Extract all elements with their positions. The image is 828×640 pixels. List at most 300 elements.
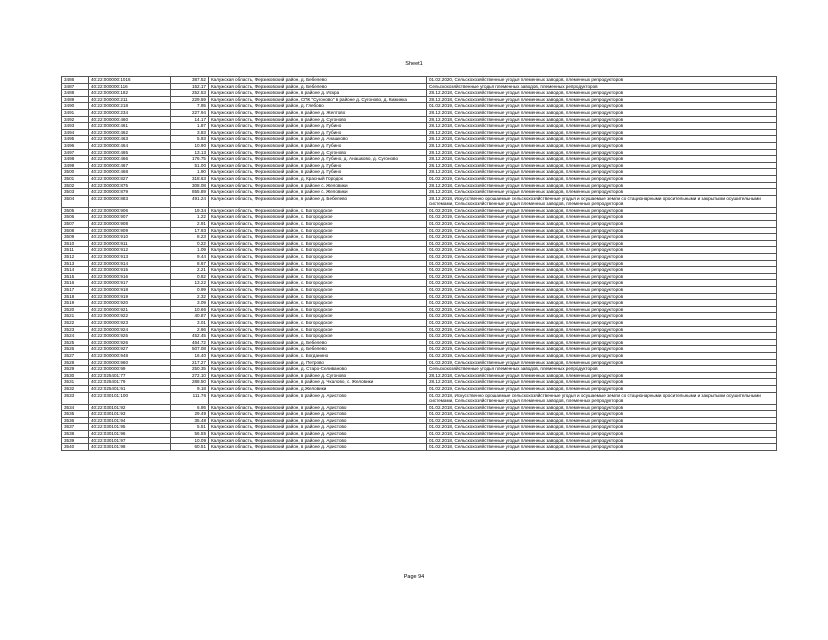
area-value-cell: 29.49 xyxy=(171,411,209,418)
land-use-cell: 28.12.2018, Сельскохозяйственные угодья племенных заводов, племенных репродукторов xyxy=(427,109,777,116)
sheet-title: Sheet1 xyxy=(405,61,423,67)
row-number-cell: 3492 xyxy=(62,116,89,123)
row-number-cell: 3508 xyxy=(62,227,89,234)
table-row xyxy=(62,333,777,340)
area-value-cell: 0.82 xyxy=(171,273,209,280)
area-value-cell: 272.10 xyxy=(171,372,209,379)
table-row xyxy=(62,189,777,196)
land-use-cell: 01.02.2019, Сельскохозяйственные угодья племенных заводов, племенных репродукторов xyxy=(427,385,777,392)
land-use-cell: 01.02.2019, Сельскохозяйственные угодья племенных заводов, племенных репродукторов xyxy=(427,306,777,313)
area-value-cell: 452.45 xyxy=(171,333,209,340)
table-row xyxy=(62,116,777,123)
table-row xyxy=(62,424,777,431)
row-number-cell: 3498 xyxy=(62,156,89,163)
table-row xyxy=(62,221,777,228)
table-row xyxy=(62,254,777,261)
cadastral-number-cell: 40:22:000000:914 xyxy=(89,260,171,267)
area-value-cell: 2.32 xyxy=(171,293,209,300)
area-value-cell: 229.59 xyxy=(171,96,209,103)
table-row xyxy=(62,169,777,176)
page-number: Page 94 xyxy=(403,574,425,580)
cadastral-number-cell: 40:22:000000:211 xyxy=(89,96,171,103)
address-cell: Калужская область, Ферзиковский район, в районе д. Сугоново xyxy=(209,116,427,123)
address-cell: Калужская область, Ферзиковский район, с. Богородское xyxy=(209,267,427,274)
row-number-cell: 3523 xyxy=(62,326,89,333)
area-value-cell: 2.91 xyxy=(171,221,209,228)
table-row xyxy=(62,77,777,84)
address-cell: Калужская область, Ферзиковский район, д.Желовики xyxy=(209,385,427,392)
table-row xyxy=(62,293,777,300)
land-use-cell: 28.12.2018, Сельскохозяйственные угодья племенных заводов, племенных репродукторов xyxy=(427,189,777,196)
cadastral-number-cell: 40:22:000000:918 xyxy=(89,287,171,294)
cadastral-number-cell: 40:22:000000:468 xyxy=(89,169,171,176)
table-row xyxy=(62,103,777,110)
table-row xyxy=(62,207,777,214)
address-cell: Калужская область, Ферзиковский район, д. Бебелево xyxy=(209,339,427,346)
row-number-cell: 3529 xyxy=(62,366,89,373)
address-cell: Калужская область, Ферзиковский район, в районе д. Сугоново xyxy=(209,149,427,156)
area-value-cell: 111.76 xyxy=(171,392,209,404)
area-value-cell: 2.21 xyxy=(171,267,209,274)
land-use-cell: 01.02.2019, Сельскохозяйственные угодья племенных заводов, племенных репродукторов xyxy=(427,339,777,346)
area-value-cell: 10.90 xyxy=(171,142,209,149)
table-row xyxy=(62,247,777,254)
cadastral-number-cell: 40:22:000000:922 xyxy=(89,313,171,320)
cadastral-number-cell: 40:22:030101:92 xyxy=(89,404,171,411)
area-value-cell: 176.75 xyxy=(171,156,209,163)
address-cell: Калужская область, Ферзиковский район, с. Богородское xyxy=(209,306,427,313)
table-row xyxy=(62,267,777,274)
table-row xyxy=(62,109,777,116)
cadastral-number-cell: 40:22:000000:921 xyxy=(89,306,171,313)
address-cell: Калужская область, Ферзиковский район, с. Богородское xyxy=(209,313,427,320)
address-cell: Калужская область, Ферзиковский район, в районе д. Губино xyxy=(209,142,427,149)
row-number-cell: 3504 xyxy=(62,195,89,207)
table-row xyxy=(62,352,777,359)
row-number-cell: 3487 xyxy=(62,83,89,90)
land-use-cell: 01.02.2018, Сельскохозяйственные угодья племенных заводов, племенных репродукторов xyxy=(427,417,777,424)
area-value-cell: 464.72 xyxy=(171,339,209,346)
table-row xyxy=(62,260,777,267)
row-number-cell: 3500 xyxy=(62,169,89,176)
land-use-cell: 01.02.2019, Сельскохозяйственные угодья племенных заводов, племенных репродукторов xyxy=(427,326,777,333)
row-number-cell: 3507 xyxy=(62,221,89,228)
row-number-cell: 3520 xyxy=(62,306,89,313)
row-number-cell: 3497 xyxy=(62,149,89,156)
row-number-cell: 3512 xyxy=(62,254,89,261)
address-cell: Калужская область, Ферзиковский район, с. Богородское xyxy=(209,227,427,234)
table-row xyxy=(62,175,777,182)
cadastral-number-cell: 40:22:030101:95 xyxy=(89,424,171,431)
land-use-cell: 28.12.2018, Сельскохозяйственные угодья племенных заводов, племенных репродукторов xyxy=(427,169,777,176)
row-number-cell: 3499 xyxy=(62,162,89,169)
address-cell: Калужская область, Ферзиковский район, с. Богородское xyxy=(209,214,427,221)
address-cell: Калужская область, Ферзиковский район, в районе д. Сугоново xyxy=(209,372,427,379)
area-value-cell: 855.89 xyxy=(171,189,209,196)
table-row xyxy=(62,287,777,294)
table-row xyxy=(62,319,777,326)
land-use-cell: Сельскохозяйственные угодья племенных заводов, племенных репродукторов xyxy=(427,83,777,90)
table-row xyxy=(62,339,777,346)
cadastral-number-cell: 40:22:000000:218 xyxy=(89,103,171,110)
row-number-cell: 3503 xyxy=(62,189,89,196)
cadastral-number-cell: 40:22:030101:96 xyxy=(89,431,171,438)
table-body xyxy=(62,77,777,451)
table-row xyxy=(62,417,777,424)
area-value-cell: 5.51 xyxy=(171,424,209,431)
land-use-cell: 28.12.2018, Сельскохозяйственные угодья племенных заводов, племенных репродукторов xyxy=(427,372,777,379)
row-number-cell: 3490 xyxy=(62,103,89,110)
land-use-cell: 01.02.2019, Сельскохозяйственные угодья племенных заводов, племенных репродукторов xyxy=(427,221,777,228)
address-cell: Калужская область, Ферзиковский район, в районе д. Губино xyxy=(209,123,427,130)
table-row xyxy=(62,313,777,320)
row-number-cell: 3519 xyxy=(62,300,89,307)
area-value-cell: 152.17 xyxy=(171,83,209,90)
area-value-cell: 56.55 xyxy=(171,431,209,438)
area-value-cell: 13.22 xyxy=(171,280,209,287)
table-row xyxy=(62,83,777,90)
row-number-cell: 3536 xyxy=(62,417,89,424)
address-cell: Калужская область, Ферзиковский район, д. Петрово xyxy=(209,359,427,366)
address-cell: Калужская область, Ферзиковский район, в районе с. Желовики xyxy=(209,189,427,196)
cadastral-number-cell: 40:22:025401:91 xyxy=(89,385,171,392)
table-row xyxy=(62,195,777,207)
land-use-cell: 01.02.2019, Сельскохозяйственные угодья племенных заводов, племенных репродукторов xyxy=(427,267,777,274)
cadastral-number-cell: 40:22:000000:912 xyxy=(89,247,171,254)
cadastral-number-cell: 40:22:000000:948 xyxy=(89,352,171,359)
table-row xyxy=(62,280,777,287)
table-row xyxy=(62,182,777,189)
row-number-cell: 3530 xyxy=(62,372,89,379)
land-use-cell: 28.12.2018, Сельскохозяйственные угодья племенных заводов, племенных репродукторов xyxy=(427,149,777,156)
land-use-cell: 28.12.2018, Сельскохозяйственные угодья племенных заводов, племенных репродукторов xyxy=(427,123,777,130)
area-value-cell: 10.66 xyxy=(171,306,209,313)
address-cell: Калужская область, Ферзиковский район, с. Богородское xyxy=(209,300,427,307)
address-cell: Калужская область, Ферзиковский район, д. Глебово xyxy=(209,103,427,110)
table-row xyxy=(62,214,777,221)
land-use-cell: 01.02.2019, Сельскохозяйственные угодья племенных заводов, племенных репродукторов xyxy=(427,287,777,294)
address-cell: Калужская область, Ферзиковский район, д. Старо-Селиваново xyxy=(209,366,427,373)
cadastral-number-cell: 40:22:000000:464 xyxy=(89,142,171,149)
land-use-cell: 01.02.2019, Сельскохозяйственные угодья племенных заводов, племенных репродукторов xyxy=(427,103,777,110)
address-cell: Калужская область, Ферзиковский район, СПК "Сугоново" в районе д. Сугоново, д. Кижинка xyxy=(209,96,427,103)
area-value-cell: 288.50 xyxy=(171,379,209,386)
address-cell: Калужская область, Ферзиковский район, д. Бебелево xyxy=(209,77,427,84)
table-row xyxy=(62,96,777,103)
cadastral-number-cell: 40:22:025401:79 xyxy=(89,379,171,386)
row-number-cell: 3516 xyxy=(62,280,89,287)
land-use-cell: 01.02.2019, Сельскохозяйственные угодья племенных заводов, племенных репродукторов xyxy=(427,227,777,234)
area-value-cell: 19.34 xyxy=(171,207,209,214)
land-use-cell: 01.02.2019, Сельскохозяйственные угодья племенных заводов, племенных репродукторов xyxy=(427,359,777,366)
table-row xyxy=(62,227,777,234)
row-number-cell: 3501 xyxy=(62,175,89,182)
area-value-cell: 6.95 xyxy=(171,404,209,411)
row-number-cell: 3524 xyxy=(62,333,89,340)
address-cell: Калужская область, Ферзиковский район, с. Богородское xyxy=(209,254,427,261)
table-row xyxy=(62,346,777,353)
area-value-cell: 3.83 xyxy=(171,129,209,136)
cadastral-number-cell: 40:22:000000:883 xyxy=(89,195,171,207)
area-value-cell: 250.35 xyxy=(171,366,209,373)
row-number-cell: 3521 xyxy=(62,313,89,320)
row-number-cell: 3513 xyxy=(62,260,89,267)
cadastral-number-cell: 40:22:000000:909 xyxy=(89,227,171,234)
row-number-cell: 3489 xyxy=(62,96,89,103)
table-row xyxy=(62,411,777,418)
land-use-cell: 28.12.2018, Сельскохозяйственные угодья племенных заводов, племенных репродукторов xyxy=(427,162,777,169)
address-cell: Калужская область, Ферзиковский район, д. Бебелево xyxy=(209,83,427,90)
area-value-cell: 17.93 xyxy=(171,227,209,234)
area-value-cell: 1.90 xyxy=(171,169,209,176)
cadastral-number-cell: 40:22:000000:927 xyxy=(89,346,171,353)
area-value-cell: 14.17 xyxy=(171,116,209,123)
cadastral-number-cell: 40:22:030101:94 xyxy=(89,417,171,424)
area-value-cell: 35.48 xyxy=(171,417,209,424)
table-row xyxy=(62,326,777,333)
cadastral-number-cell: 40:22:000000:908 xyxy=(89,221,171,228)
area-value-cell: 227.94 xyxy=(171,109,209,116)
table-row xyxy=(62,385,777,392)
cadastral-number-cell: 40:22:000000:116 xyxy=(89,83,171,90)
address-cell: Калужская область, Ферзиковский район, с. Богородское xyxy=(209,273,427,280)
row-number-cell: 3505 xyxy=(62,207,89,214)
row-number-cell: 3537 xyxy=(62,424,89,431)
cadastral-number-cell: 40:22:030101:100 xyxy=(89,392,171,404)
land-use-cell: 01.02.2019, Сельскохозяйственные угодья племенных заводов, племенных репродукторов xyxy=(427,319,777,326)
cadastral-number-cell: 40:22:000000:879 xyxy=(89,189,171,196)
table-row xyxy=(62,366,777,373)
land-use-cell: 01.02.2020, Сельскохозяйственные угодья племенных заводов, племенных репродукторов xyxy=(427,77,777,84)
land-use-cell: 01.02.2019, Сельскохозяйственные угодья племенных заводов, племенных репродукторов xyxy=(427,273,777,280)
table-row xyxy=(62,142,777,149)
address-cell: Калужская область, Ферзиковский район, в районе д. Губино xyxy=(209,169,427,176)
address-cell: Калужская область, Ферзиковский район, в районе д. Аристово xyxy=(209,444,427,451)
row-number-cell: 3506 xyxy=(62,214,89,221)
area-value-cell: 1.09 xyxy=(171,247,209,254)
area-value-cell: 217.27 xyxy=(171,359,209,366)
row-number-cell: 3495 xyxy=(62,136,89,143)
address-cell: Калужская область, Ферзиковский район, в районе д. Губино, д. Анашково, д. Сугоново xyxy=(209,156,427,163)
address-cell: Калужская область, Ферзиковский район, в районе д. Аристово xyxy=(209,404,427,411)
table-row xyxy=(62,359,777,366)
row-number-cell: 3528 xyxy=(62,359,89,366)
table-row xyxy=(62,404,777,411)
land-use-cell: 01.02.2019, Сельскохозяйственные угодья племенных заводов, племенных репродукторов xyxy=(427,293,777,300)
area-value-cell: 8.23 xyxy=(171,234,209,241)
area-value-cell: 3.09 xyxy=(171,300,209,307)
table-row xyxy=(62,306,777,313)
row-number-cell: 3486 xyxy=(62,77,89,84)
cadastral-number-cell: 40:22:030101:93 xyxy=(89,411,171,418)
row-number-cell: 3522 xyxy=(62,319,89,326)
land-use-cell: 01.02.2019, Сельскохозяйственные угодья племенных заводов, племенных репродукторов xyxy=(427,352,777,359)
row-number-cell: 3535 xyxy=(62,411,89,418)
cadastral-number-cell: 40:22:000000:467 xyxy=(89,162,171,169)
address-cell: Калужская область, Ферзиковский район, в районе д. Чкалово, с. Желовики xyxy=(209,379,427,386)
area-value-cell: 40.87 xyxy=(171,313,209,320)
cadastral-number-cell: 40:22:000000:907 xyxy=(89,214,171,221)
cadastral-number-cell: 40:22:000000:919 xyxy=(89,293,171,300)
table-row xyxy=(62,149,777,156)
address-cell: Калужская область, Ферзиковский район, с. Богородское xyxy=(209,260,427,267)
row-number-cell: 3511 xyxy=(62,247,89,254)
table-row xyxy=(62,156,777,163)
row-number-cell: 3539 xyxy=(62,437,89,444)
cadastral-number-cell: 40:22:000000:920 xyxy=(89,300,171,307)
cadastral-number-cell: 40:22:000000:913 xyxy=(89,254,171,261)
address-cell: Калужская область, Ферзиковский район, с. Богородское xyxy=(209,207,427,214)
land-use-cell: 28.12.2018, Искусственно орошаемые сельскохозяйственные угодья и осушаемые земли со стационарными оросительными и закрытыми осушительными системами, Сельскохозяйственные угодья племенных заводов, племенных репродукторов xyxy=(427,195,777,207)
cadastral-number-cell: 40:22:000000:1016 xyxy=(89,77,171,84)
area-value-cell: 10.09 xyxy=(171,437,209,444)
table-row xyxy=(62,129,777,136)
land-use-cell: 01.02.2019, Сельскохозяйственные угодья племенных заводов, племенных репродукторов xyxy=(427,260,777,267)
address-cell: Калужская область, Ферзиковский район, с. Богородское xyxy=(209,287,427,294)
land-use-cell: 01.02.2019, Сельскохозяйственные угодья племенных заводов, племенных репродукторов xyxy=(427,346,777,353)
land-use-cell: 01.02.2018, Сельскохозяйственные угодья племенных заводов, племенных репродукторов xyxy=(427,404,777,411)
table-row xyxy=(62,240,777,247)
cadastral-number-cell: 40:22:000000:923 xyxy=(89,319,171,326)
land-use-cell: 01.02.2018, Сельскохозяйственные угодья племенных заводов, племенных репродукторов xyxy=(427,444,777,451)
area-value-cell: 0.99 xyxy=(171,287,209,294)
land-use-cell: 28.12.2018, Сельскохозяйственные угодья племенных заводов, племенных репродукторов xyxy=(427,116,777,123)
row-number-cell: 3496 xyxy=(62,142,89,149)
address-cell: Калужская область, Ферзиковский район, в районе д. Губино xyxy=(209,162,427,169)
row-number-cell: 3518 xyxy=(62,293,89,300)
address-cell: Калужская область, Ферзиковский район, в районе д. Аристово xyxy=(209,431,427,438)
table-row xyxy=(62,136,777,143)
land-use-cell: 01.02.2019, Сельскохозяйственные угодья племенных заводов, племенных репродукторов xyxy=(427,254,777,261)
area-value-cell: 9.18 xyxy=(171,385,209,392)
row-number-cell: 3515 xyxy=(62,273,89,280)
cadastral-number-cell: 40:22:000000:910 xyxy=(89,234,171,241)
row-number-cell: 3534 xyxy=(62,404,89,411)
cadastral-number-cell: 40:22:000000:460 xyxy=(89,116,171,123)
cadastral-number-cell: 40:22:000000:234 xyxy=(89,109,171,116)
area-value-cell: 5.93 xyxy=(171,136,209,143)
land-use-cell: 28.12.2018, Сельскохозяйственные угодья племенных заводов, племенных репродукторов xyxy=(427,142,777,149)
address-cell: Калужская область, Ферзиковский район, в районе д. Анашково xyxy=(209,136,427,143)
land-use-cell: 01.02.2019, Сельскохозяйственные угодья племенных заводов, племенных репродукторов xyxy=(427,214,777,221)
address-cell: Калужская область, Ферзиковский район, в районе д. Аристово xyxy=(209,437,427,444)
area-value-cell: 1.87 xyxy=(171,123,209,130)
address-cell: Калужская область, Ферзиковский район, с. Богданино xyxy=(209,352,427,359)
cadastral-number-cell: 40:22:030101:97 xyxy=(89,437,171,444)
address-cell: Калужская область, Ферзиковский район, в районе д. Бебелево xyxy=(209,195,427,207)
cadastral-number-cell: 40:22:000000:906 xyxy=(89,207,171,214)
area-value-cell: 7.95 xyxy=(171,103,209,110)
cadastral-number-cell: 40:22:000000:875 xyxy=(89,182,171,189)
land-use-cell: 28.12.2018, Сельскохозяйственные угодья племенных заводов, племенных репродукторов xyxy=(427,136,777,143)
cadastral-number-cell: 40:22:030101:98 xyxy=(89,444,171,451)
cadastral-number-cell: 40:22:000000:924 xyxy=(89,326,171,333)
cadastral-number-cell: 40:22:000000:466 xyxy=(89,156,171,163)
area-value-cell: 2.66 xyxy=(171,326,209,333)
address-cell: Калужская область, Ферзиковский район, с. Богородское xyxy=(209,240,427,247)
land-use-cell: 01.02.2019, Сельскохозяйственные угодья племенных заводов, племенных репродукторов xyxy=(427,175,777,182)
land-use-cell: 01.02.2019, Сельскохозяйственные угодья племенных заводов, племенных репродукторов xyxy=(427,207,777,214)
table-row xyxy=(62,90,777,97)
area-value-cell: 507.08 xyxy=(171,346,209,353)
land-use-cell: 01.02.2018, Сельскохозяйственные угодья племенных заводов, племенных репродукторов xyxy=(427,431,777,438)
address-cell: Калужская область, Ферзиковский район, в районе с. Желовики xyxy=(209,182,427,189)
address-cell: Калужская область, Ферзиковский район, с. Богородское xyxy=(209,221,427,228)
cadastral-number-cell: 40:22:025401:77 xyxy=(89,372,171,379)
area-value-cell: 387.52 xyxy=(171,77,209,84)
address-cell: Калужская область, Ферзиковский район, в районе д. Губино xyxy=(209,129,427,136)
cadastral-number-cell: 40:22:000000:926 xyxy=(89,339,171,346)
area-value-cell: 0.22 xyxy=(171,240,209,247)
address-cell: Калужская область, Ферзиковский район, с. Богородское xyxy=(209,280,427,287)
land-use-cell: 28.12.2018, Сельскохозяйственные угодья племенных заводов, племенных репродукторов xyxy=(427,96,777,103)
address-cell: Калужская область, Ферзиковский район, в районе д. Аристово xyxy=(209,411,427,418)
row-number-cell: 3527 xyxy=(62,352,89,359)
land-use-cell: 01.02.2019, Сельскохозяйственные угодья племенных заводов, племенных репродукторов xyxy=(427,247,777,254)
address-cell: Калужская область, Ферзиковский район, с. Богородское xyxy=(209,234,427,241)
address-cell: Калужская область, Ферзиковский район, с. Богородское xyxy=(209,293,427,300)
cadastral-number-cell: 40:22:000000:827 xyxy=(89,175,171,182)
row-number-cell: 3531 xyxy=(62,379,89,386)
address-cell: Калужская область, Ферзиковский район, в районе д. Желтово xyxy=(209,109,427,116)
table-row xyxy=(62,437,777,444)
cadastral-number-cell: 40:22:000000:182 xyxy=(89,90,171,97)
row-number-cell: 3540 xyxy=(62,444,89,451)
land-use-cell: 01.02.2019, Сельскохозяйственные угодья племенных заводов, племенных репродукторов xyxy=(427,240,777,247)
cadastral-number-cell: 40:22:000000:915 xyxy=(89,267,171,274)
land-use-cell: 01.02.2018, Сельскохозяйственные угодья племенных заводов, племенных репродукторов xyxy=(427,411,777,418)
table-row xyxy=(62,379,777,386)
land-use-cell: 28.12.2018, Сельскохозяйственные угодья племенных заводов, племенных репродукторов xyxy=(427,182,777,189)
land-use-cell: 01.02.2019, Сельскохозяйственные угодья племенных заводов, племенных репродукторов xyxy=(427,300,777,307)
land-use-cell: 01.02.2018, Сельскохозяйственные угодья племенных заводов, племенных репродукторов xyxy=(427,437,777,444)
area-value-cell: 491.24 xyxy=(171,195,209,207)
table-row xyxy=(62,431,777,438)
row-number-cell: 3491 xyxy=(62,109,89,116)
area-value-cell: 252.53 xyxy=(171,90,209,97)
area-value-cell: 13.13 xyxy=(171,149,209,156)
row-number-cell: 3493 xyxy=(62,123,89,130)
row-number-cell: 3509 xyxy=(62,234,89,241)
address-cell: Калужская область, Ферзиковский район, в районе д. Искра xyxy=(209,90,427,97)
area-value-cell: 308.08 xyxy=(171,182,209,189)
address-cell: Калужская область, Ферзиковский район, в районе д. Аристово xyxy=(209,424,427,431)
land-use-cell: 28.12.2018, Сельскохозяйственные угодья племенных заводов, племенных репродукторов xyxy=(427,90,777,97)
land-use-cell: 01.02.2018, Искусственно орошаемые сельскохозяйственные угодья и осушаемые земли со стационарными оросительными и закрытыми осушительными системами, Сельскохозяйственные угодья племенных заводов, племенных репродукторов xyxy=(427,392,777,404)
land-use-cell: 28.12.2018, Сельскохозяйственные угодья племенных заводов, племенных репродукторов xyxy=(427,156,777,163)
land-use-cell: Сельскохозяйственные угодья племенных заводов, племенных репродукторов xyxy=(427,366,777,373)
land-use-cell: 01.02.2019, Сельскохозяйственные угодья племенных заводов, племенных репродукторов xyxy=(427,280,777,287)
area-value-cell: 3.01 xyxy=(171,319,209,326)
address-cell: Калужская область, Ферзиковский район, д. Бебелево xyxy=(209,346,427,353)
cadastral-number-cell: 40:22:000000:462 xyxy=(89,129,171,136)
table-row xyxy=(62,273,777,280)
cadastral-number-cell: 40:22:000000:461 xyxy=(89,123,171,130)
area-value-cell: 9.44 xyxy=(171,254,209,261)
area-value-cell: 1.22 xyxy=(171,214,209,221)
cadastral-number-cell: 40:22:000000:911 xyxy=(89,240,171,247)
data-table xyxy=(61,76,777,451)
address-cell: Калужская область, Ферзиковский район, с. Богородское xyxy=(209,333,427,340)
cadastral-number-cell: 40:22:000000:99 xyxy=(89,366,171,373)
row-number-cell: 3533 xyxy=(62,392,89,404)
table-row xyxy=(62,444,777,451)
cadastral-number-cell: 40:22:000000:925 xyxy=(89,333,171,340)
cadastral-number-cell: 40:22:000000:960 xyxy=(89,359,171,366)
table-row xyxy=(62,123,777,130)
address-cell: Калужская область, Ферзиковский район, д. Красный Городок xyxy=(209,175,427,182)
land-use-cell: 28.12.2018, Сельскохозяйственные угодья племенных заводов, племенных репродукторов xyxy=(427,379,777,386)
